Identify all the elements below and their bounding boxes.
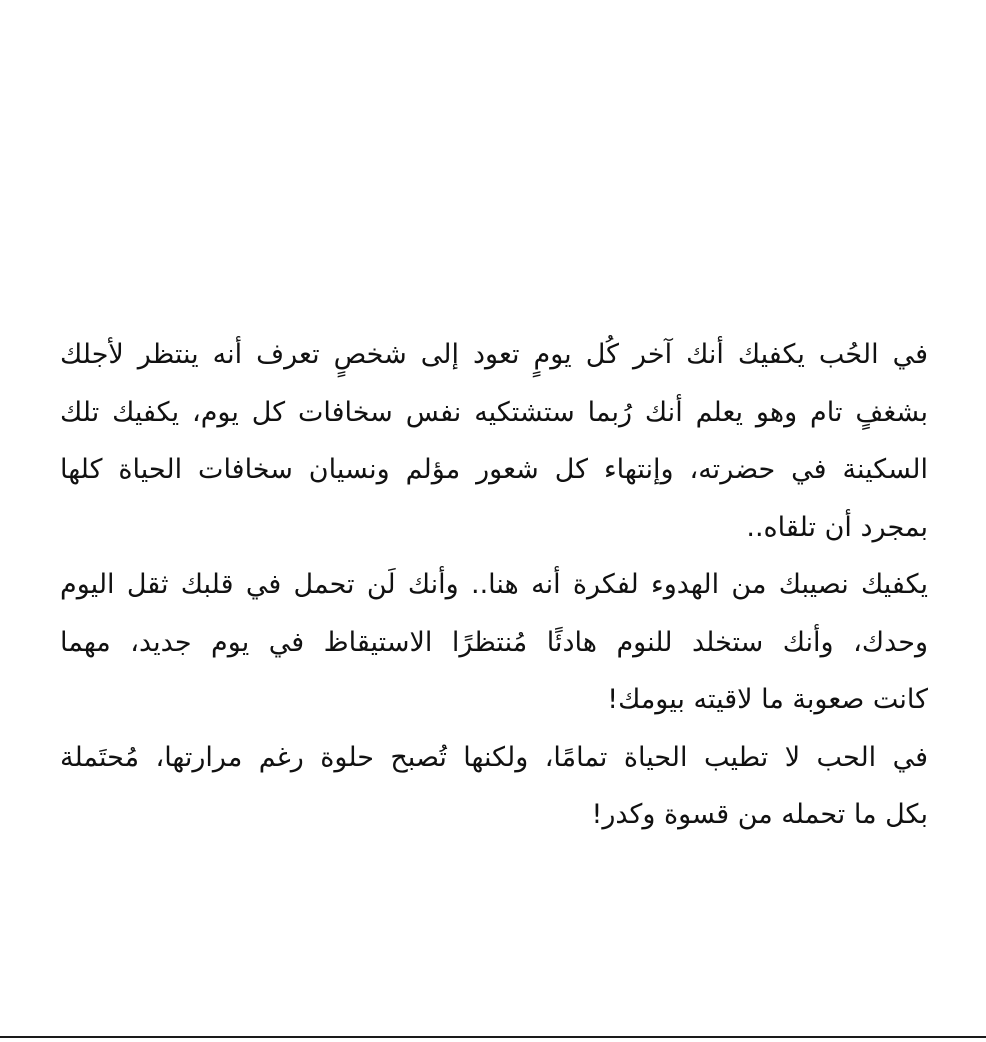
text-line: السكينة في حضرته، وإنتهاء كل شعور مؤلم ونسيان سخافات الحياة كلها (60, 454, 928, 485)
text-line: بكل ما تحمله من قسوة وكدر! (591, 799, 928, 830)
text-line: يكفيك نصيبك من الهدوء لفكرة أنه هنا.. وأنك لَن تحمل في قلبك ثقل اليوم (60, 569, 928, 600)
text-line: بمجرد أن تلقاه.. (746, 511, 928, 543)
text-block (60, 326, 928, 844)
text-line: في الحب لا تطيب الحياة تمامًا، ولكنها تُصبح حلوة رغم مرارتها، مُحتَملة (60, 741, 928, 773)
text-line: في الحُب يكفيك أنك آخر كُل يومٍ تعود إلى شخصٍ تعرف أنه ينتظر لأجلك (60, 339, 928, 370)
text-line: وحدك، وأنك ستخلد للنوم هادئًا مُنتظرًا الاستيقاظ في يوم جديد، مهما (60, 626, 928, 658)
bottom-divider (0, 1036, 986, 1038)
text-line: كانت صعوبة ما لاقيته بيومك! (607, 684, 928, 715)
text-line: بشغفٍ تام وهو يعلم أنك رُبما ستشتكيه نفس سخافات كل يوم، يكفيك تلك (60, 396, 928, 428)
